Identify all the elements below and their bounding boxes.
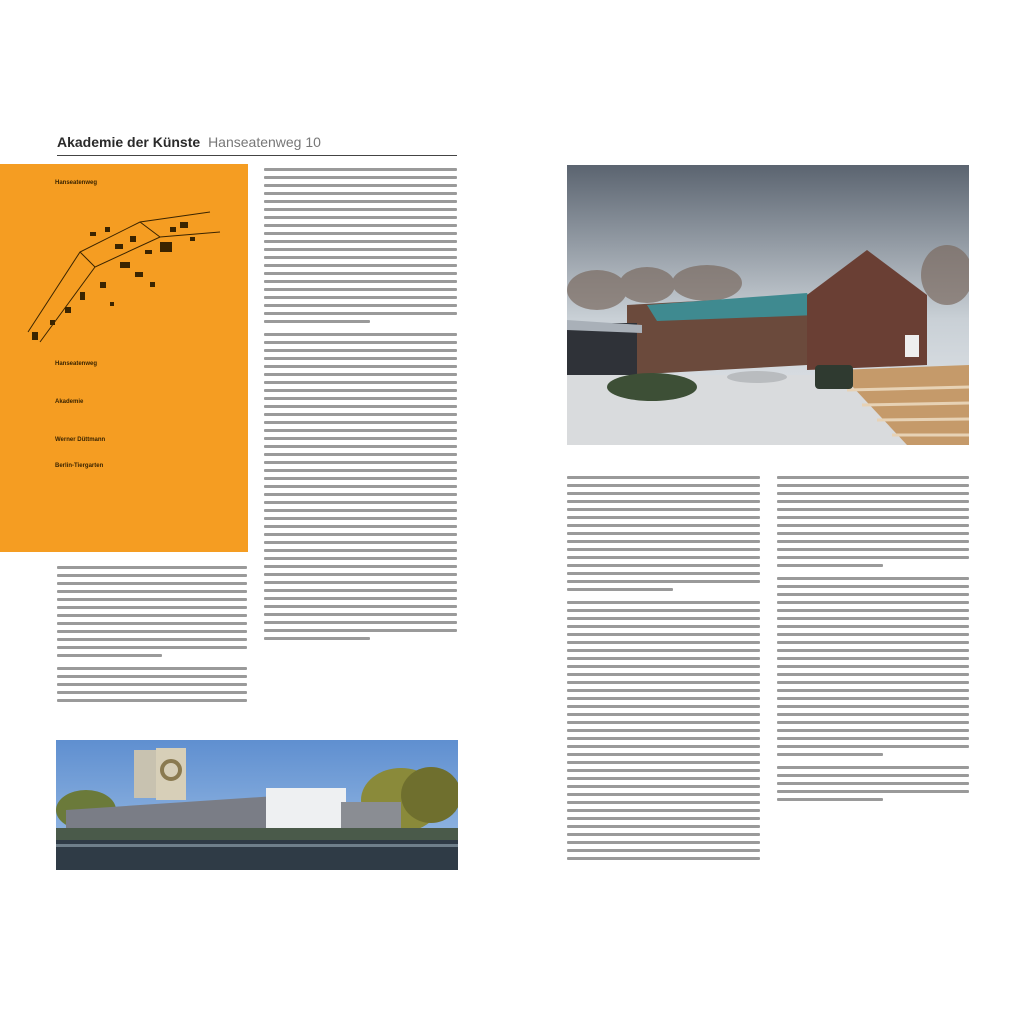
text-column-left-lower bbox=[57, 566, 247, 707]
info-item bbox=[55, 360, 97, 368]
info-item-key: Akademie bbox=[55, 399, 84, 405]
info-box-heading: Hanseatenweg bbox=[55, 180, 98, 186]
info-box bbox=[0, 164, 248, 552]
text-column-right-1 bbox=[567, 476, 760, 865]
page-title bbox=[57, 131, 477, 153]
text-column-right-2 bbox=[777, 476, 969, 806]
building-photo-right bbox=[567, 165, 969, 445]
info-item bbox=[55, 436, 105, 444]
header-rule bbox=[57, 155, 457, 156]
info-item-key: Werner Düttmann bbox=[55, 437, 106, 443]
info-item bbox=[55, 398, 83, 406]
text-column-left-right bbox=[264, 168, 457, 645]
info-item bbox=[55, 462, 103, 470]
title-address: Hanseatenweg 10 bbox=[208, 134, 321, 150]
site-map-diagram bbox=[20, 192, 235, 347]
title-main: Akademie der Künste bbox=[57, 134, 201, 150]
info-item-key: Berlin-Tiergarten bbox=[55, 463, 104, 469]
info-item-key: Hanseatenweg bbox=[55, 361, 98, 367]
building-photo-left bbox=[56, 740, 458, 870]
